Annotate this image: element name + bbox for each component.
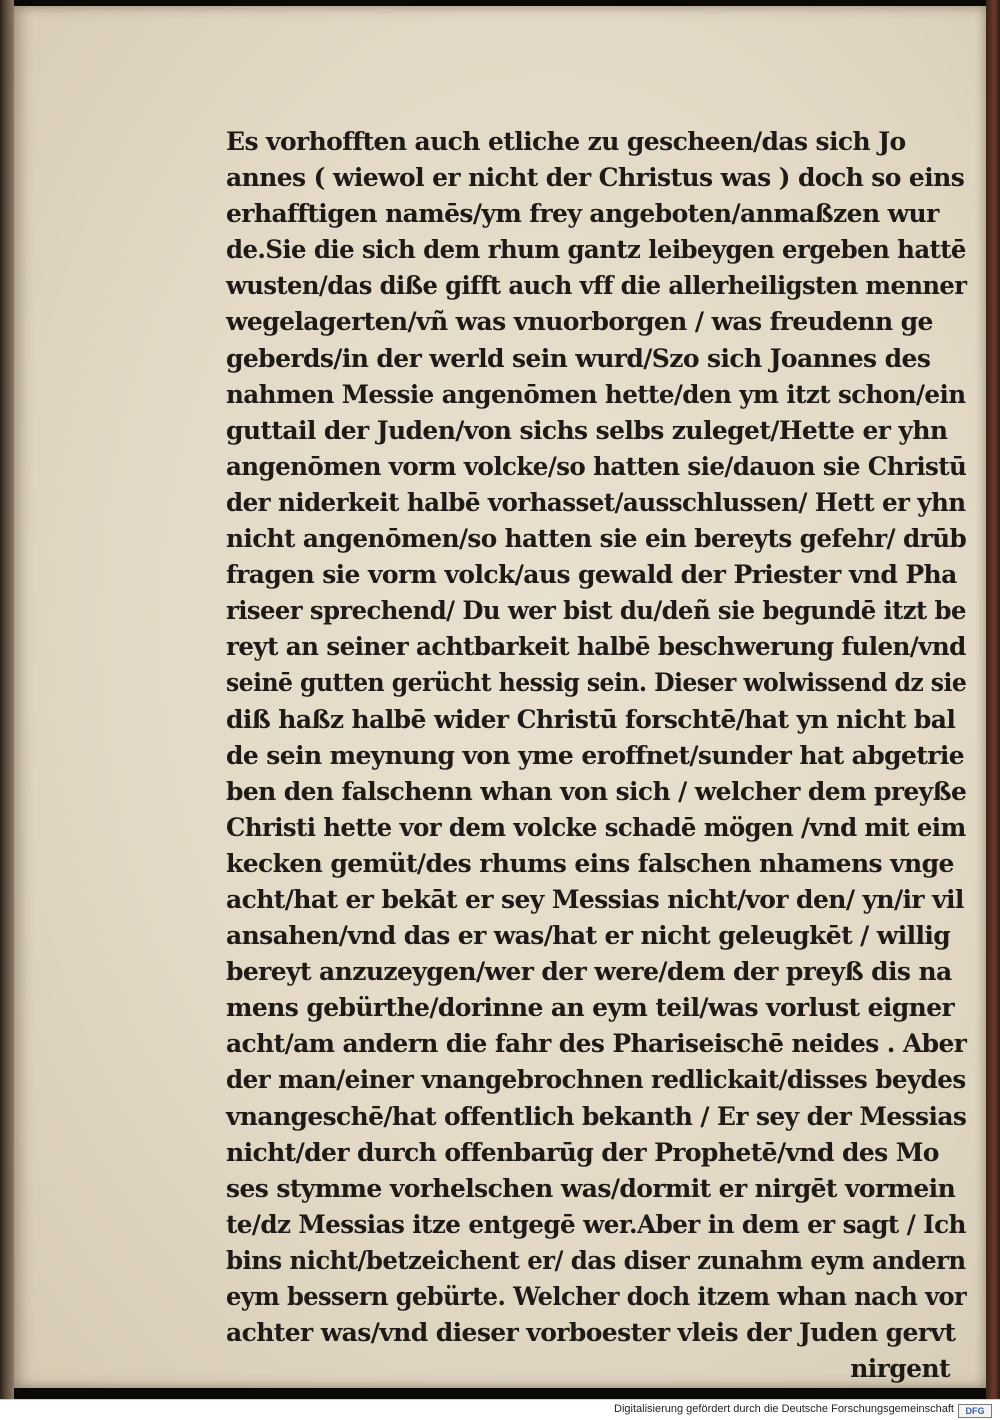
text-line: eym bessern gebürte. Welcher doch itzem whan nach vor	[226, 1282, 967, 1311]
funding-credit: Digitalisierung gefördert durch die Deutsche Forschungsgemeinschaft	[614, 1403, 954, 1415]
text-line: wegelagerten/vñ was vnuorborgen / was freudenn ge	[226, 307, 933, 337]
text-line: riseer sprechend/ Du wer bist du/deñ sie begundē itzt be	[226, 596, 966, 626]
dfg-logo-icon: DFG	[958, 1404, 992, 1418]
text-line: diß haßz halbē wider Christū forschtē/hat yn nicht bal	[226, 704, 956, 734]
text-line: wusten/das diße gifft auch vff die allerheiligsten menner	[226, 271, 967, 301]
text-line: der niderkeit halbē vorhasset/ausschlussen/ Hett er yhn	[226, 487, 966, 517]
text-line: Christi hette vor dem volcke schadē mögen /vnd mit eim	[226, 812, 966, 842]
text-line: te/dz Messias itze entgegē wer.Aber in dem er sagt / Ich	[226, 1209, 966, 1239]
text-line: acht/am andern die fahr des Phariseischē neides . Aber	[226, 1029, 967, 1059]
text-line: nahmen Messie angenōmen hette/den ym itzt schon/ein	[226, 379, 966, 409]
text-line: annes ( wiewol er nicht der Christus was ) doch so eins	[226, 163, 965, 193]
text-line: seinē gutten gerücht hessig sein. Dieser wolwissend dz sie	[226, 668, 967, 698]
text-line: de.Sie die sich dem rhum gantz leibeygen ergeben hattē	[226, 235, 966, 265]
text-line: achter was/vnd dieser vorboester vleis der Juden gervt	[226, 1318, 956, 1348]
text-line: nicht angenōmen/so hatten sie ein bereyts gefehr/ drūb	[226, 524, 967, 554]
text-line: de sein meynung von yme eroffnet/sunder hat abgetrie	[226, 740, 965, 770]
text-line: reyt an seiner achtbarkeit halbē beschwerung fulen/vnd	[226, 632, 966, 662]
text-line: geberds/in der werld sein wurd/Szo sich Joannes des	[226, 343, 931, 373]
text-line: ses stymme vorhelschen was/dormit er nirgēt vormein	[226, 1173, 956, 1203]
text-line: Es vorhofften auch etliche zu gescheen/das sich Jo	[226, 127, 906, 156]
text-line: bins nicht/betzeichent er/ das diser zunahm eym andern	[226, 1245, 966, 1275]
text-line: acht/hat er bekāt er sey Messias nicht/vor den/ yn/ir vil	[226, 884, 964, 914]
text-line: fragen sie vorm volck/aus gewald der Priester vnd Pha	[226, 560, 957, 590]
text-line: angenōmen vorm volcke/so hatten sie/dauon sie Christū	[226, 451, 967, 481]
text-line: der man/einer vnangebrochnen redlickait/disses beydes	[226, 1065, 966, 1095]
text-line: erhafftigen namēs/ym frey angeboten/anmaßzen wur	[226, 199, 939, 229]
text-line: vnangeschē/hat offentlich bekanth / Er sey der Messias	[226, 1101, 967, 1131]
digitization-footer	[0, 1399, 1000, 1420]
book-edge	[986, 0, 1000, 1400]
page-text-block	[226, 124, 966, 1387]
text-line: bereyt anzuzeygen/wer der were/dem der preyß dis na	[226, 957, 952, 987]
book-spine	[0, 0, 14, 1400]
text-line: ansahen/vnd das er was/hat er nicht geleugkēt / willig	[226, 921, 951, 951]
text-line: nicht/der durch offenbarūg der Prophetē/vnd des Mo	[226, 1137, 939, 1167]
text-line: mens gebürthe/dorinne an eym teil/was vorlust eigner	[226, 993, 955, 1023]
text-line: ben den falschenn whan von sich / welcher dem preyße	[226, 776, 967, 806]
text-line: kecken gemüt/des rhums eins falschen nhamens vnge	[226, 848, 954, 878]
book-page	[14, 6, 986, 1388]
text-line: guttail der Juden/von sichs selbs zuleget/Hette er yhn	[226, 415, 948, 445]
catchword: nirgent	[850, 1354, 950, 1384]
